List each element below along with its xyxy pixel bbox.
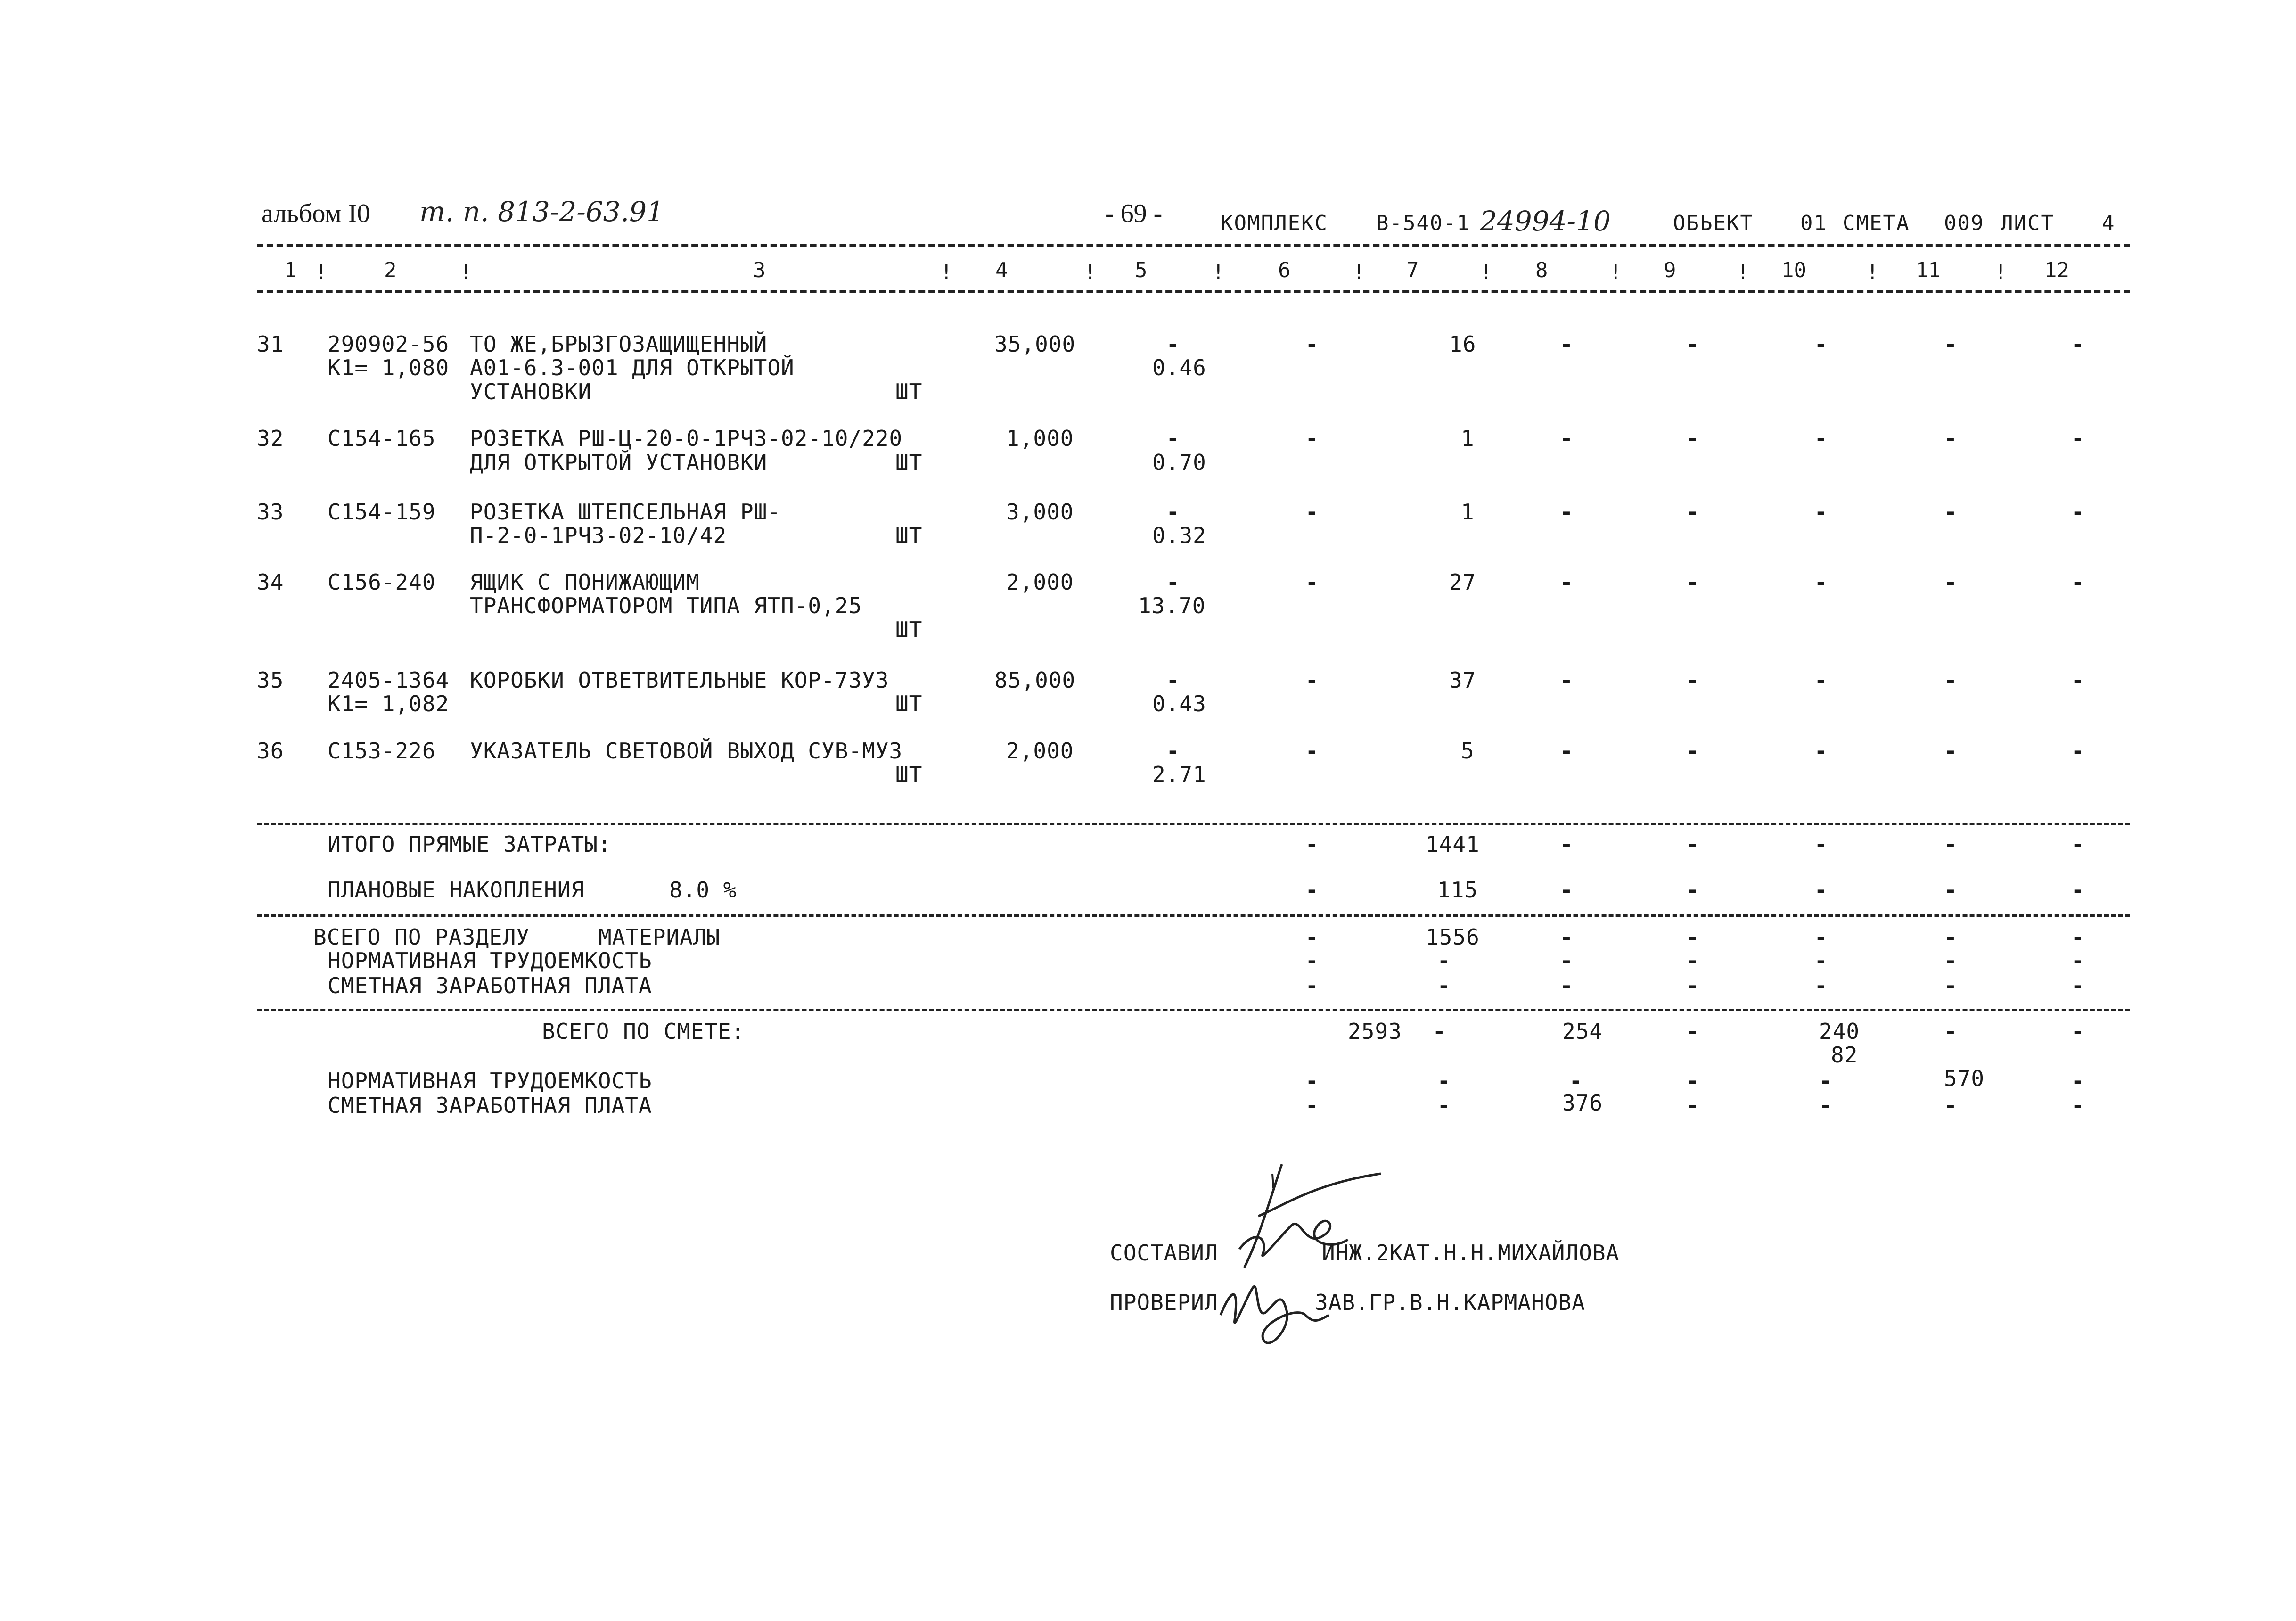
row-c5-top: - xyxy=(1166,331,1180,357)
row-c7: 1 xyxy=(1461,499,1475,525)
complex-label: КОМПЛЕКС xyxy=(1221,211,1328,235)
est-wage-c10: - xyxy=(1819,1093,1832,1118)
estimate-c11: - xyxy=(1944,1019,1957,1044)
row-code: 290902-56 xyxy=(328,331,450,357)
row-c5-top: - xyxy=(1166,426,1180,451)
row-c12: - xyxy=(2071,738,2084,764)
est-labor-c12: - xyxy=(2071,1068,2084,1094)
row-unit: ШТ xyxy=(895,691,923,716)
row-c8: - xyxy=(1560,569,1573,595)
est-labor-c6: - xyxy=(1305,1068,1319,1094)
row-c11: - xyxy=(1944,667,1957,693)
row-c5: 2.71 xyxy=(1152,762,1206,787)
row-c5-top: - xyxy=(1166,667,1180,693)
header-rule-top xyxy=(257,244,2130,247)
row-c6: - xyxy=(1305,331,1319,357)
est-wage-c12: - xyxy=(2071,1093,2084,1118)
estimate-wage-label: СМЕТНАЯ ЗАРАБОТНАЯ ПЛАТА xyxy=(328,1093,652,1118)
row-c6: - xyxy=(1305,738,1319,764)
row-c5: 0.43 xyxy=(1152,691,1206,716)
planned-savings-pct: 8.0 % xyxy=(669,877,737,903)
section-rule xyxy=(257,914,2130,917)
wage-c10: - xyxy=(1814,973,1828,998)
row-desc: КОРОБКИ ОТВЕТВИТЕЛЬНЫЕ КОР-73У3 xyxy=(470,667,889,693)
sheet-label: ЛИСТ xyxy=(2001,211,2054,235)
row-c11: - xyxy=(1944,426,1957,451)
row-desc: РОЗЕТКА ШТЕПСЕЛЬНАЯ РШ- xyxy=(470,499,781,525)
direct-c12: - xyxy=(2071,831,2084,857)
direct-c7: 1441 xyxy=(1426,831,1480,857)
col-separator: ! xyxy=(1480,260,1492,284)
row-c6: - xyxy=(1305,569,1319,595)
section-c11: - xyxy=(1944,924,1957,950)
row-c9: - xyxy=(1686,667,1699,693)
direct-c10: - xyxy=(1814,831,1828,857)
object-number: 01 xyxy=(1800,211,1827,235)
col-separator: ! xyxy=(1737,260,1749,284)
row-code: С154-165 xyxy=(328,426,436,451)
col-separator: ! xyxy=(1866,260,1879,284)
estimate-labor-label: НОРМАТИВНАЯ ТРУДОЕМКОСТЬ xyxy=(328,1068,652,1094)
wage-c6: - xyxy=(1305,973,1319,998)
album-label: альбом I0 xyxy=(262,199,370,228)
section-total-label: ВСЕГО ПО РАЗДЕЛУ xyxy=(313,924,530,950)
row-qty: 2,000 xyxy=(1006,569,1074,595)
labor-c10: - xyxy=(1814,948,1828,973)
labor-c12: - xyxy=(2071,948,2084,973)
col-3: 3 xyxy=(753,258,766,282)
col-9: 9 xyxy=(1664,258,1676,282)
col-6: 6 xyxy=(1278,258,1291,282)
direct-c9: - xyxy=(1686,831,1699,857)
row-c8: - xyxy=(1560,667,1573,693)
row-c10: - xyxy=(1814,331,1828,357)
est-labor-c7: - xyxy=(1437,1068,1451,1094)
direct-c8: - xyxy=(1560,831,1573,857)
row-desc: ТО ЖЕ,БРЫЗГОЗАЩИЩЕННЫЙ xyxy=(470,331,768,357)
checked-label: ПРОВЕРИЛ xyxy=(1110,1290,1218,1315)
est-labor-c8: - xyxy=(1569,1068,1583,1094)
col-separator: ! xyxy=(459,260,472,284)
col-2: 2 xyxy=(384,258,397,282)
est-labor-c10: - xyxy=(1819,1068,1832,1094)
est-wage-c9: - xyxy=(1686,1093,1699,1118)
planned-c8: - xyxy=(1560,877,1573,903)
row-c12: - xyxy=(2071,426,2084,451)
est-labor-c9: - xyxy=(1686,1068,1699,1094)
row-desc: ЯЩИК С ПОНИЖАЮЩИМ xyxy=(470,569,700,595)
row-c9: - xyxy=(1686,499,1699,525)
estimate-rule xyxy=(257,1009,2130,1011)
col-separator: ! xyxy=(1994,260,2007,284)
estimate-c10-extra: 82 xyxy=(1831,1042,1858,1068)
sheet-number: 4 xyxy=(2102,211,2116,235)
section-c12: - xyxy=(2071,924,2084,950)
row-code: С154-159 xyxy=(328,499,436,525)
section-name: МАТЕРИАЛЫ xyxy=(599,924,721,950)
direct-costs-label: ИТОГО ПРЯМЫЕ ЗАТРАТЫ: xyxy=(328,831,612,857)
estimate-c6: 2593 xyxy=(1348,1019,1402,1044)
row-c5: 0.70 xyxy=(1152,450,1206,475)
col-separator: ! xyxy=(1353,260,1365,284)
row-code: С153-226 xyxy=(328,738,436,764)
row-c6: - xyxy=(1305,667,1319,693)
estimate-c10: 240 xyxy=(1819,1019,1860,1044)
row-c11: - xyxy=(1944,738,1957,764)
row-c10: - xyxy=(1814,667,1828,693)
col-separator: ! xyxy=(940,260,953,284)
wage-c12: - xyxy=(2071,973,2084,998)
row-number: 32 xyxy=(257,426,284,451)
row-c7: 1 xyxy=(1461,426,1475,451)
labor-c8: - xyxy=(1560,948,1573,973)
row-c5: 0.46 xyxy=(1152,355,1206,380)
row-unit: ШТ xyxy=(895,617,923,642)
col-10: 10 xyxy=(1781,258,1806,282)
estimate-number: 009 xyxy=(1944,211,1984,235)
row-number: 36 xyxy=(257,738,284,764)
row-c11: - xyxy=(1944,331,1957,357)
row-c7: 27 xyxy=(1449,569,1476,595)
row-unit: ШТ xyxy=(895,762,923,787)
row-desc: УКАЗАТЕЛЬ СВЕТОВОЙ ВЫХОД СУВ-МУЗ xyxy=(470,738,903,764)
col-separator: ! xyxy=(1212,260,1225,284)
row-desc: РОЗЕТКА РШ-Ц-20-0-1РЧЗ-02-10/220 xyxy=(470,426,903,451)
planned-c11: - xyxy=(1944,877,1957,903)
row-c10: - xyxy=(1814,738,1828,764)
row-code: 2405-1364 xyxy=(328,667,450,693)
direct-c11: - xyxy=(1944,831,1957,857)
planned-c7: 115 xyxy=(1437,877,1478,903)
labor-c11: - xyxy=(1944,948,1957,973)
planned-c12: - xyxy=(2071,877,2084,903)
row-c5: 13.70 xyxy=(1138,593,1206,618)
row-unit: ШТ xyxy=(895,450,923,475)
row-qty: 1,000 xyxy=(1006,426,1074,451)
col-5: 5 xyxy=(1135,258,1148,282)
section-c9: - xyxy=(1686,924,1699,950)
row-number: 31 xyxy=(257,331,284,357)
row-unit: ШТ xyxy=(895,523,923,548)
labor-c7: - xyxy=(1437,948,1451,973)
row-c6: - xyxy=(1305,499,1319,525)
estimate-total-label: ВСЕГО ПО СМЕТЕ: xyxy=(542,1019,745,1044)
col-4: 4 xyxy=(995,258,1008,282)
row-c8: - xyxy=(1560,426,1573,451)
planned-savings-label: ПЛАНОВЫЕ НАКОПЛЕНИЯ xyxy=(328,877,585,903)
complex-code: В-540-1 xyxy=(1376,211,1470,235)
row-desc: УСТАНОВКИ xyxy=(470,379,592,404)
row-number: 35 xyxy=(257,667,284,693)
labor-c9: - xyxy=(1686,948,1699,973)
estimate-c7: - xyxy=(1433,1019,1446,1044)
row-c5-top: - xyxy=(1166,499,1180,525)
row-number: 34 xyxy=(257,569,284,595)
section-c6: - xyxy=(1305,924,1319,950)
row-code: С156-240 xyxy=(328,569,436,595)
estimate-c9: - xyxy=(1686,1019,1699,1044)
row-c11: - xyxy=(1944,499,1957,525)
labor-label: НОРМАТИВНАЯ ТРУДОЕМКОСТЬ xyxy=(328,948,652,973)
row-c5: 0.32 xyxy=(1152,523,1206,548)
checked-by: ЗАВ.ГР.В.Н.КАРМАНОВА xyxy=(1315,1290,1585,1315)
header-rule-bottom xyxy=(257,290,2130,293)
planned-c9: - xyxy=(1686,877,1699,903)
col-7: 7 xyxy=(1406,258,1419,282)
section-c7: 1556 xyxy=(1426,924,1480,950)
row-desc: П-2-0-1РЧЗ-02-10/42 xyxy=(470,523,727,548)
row-c8: - xyxy=(1560,331,1573,357)
col-1: 1 xyxy=(284,258,297,282)
row-c7: 16 xyxy=(1449,331,1476,357)
row-c11: - xyxy=(1944,569,1957,595)
row-desc: А01-6.3-001 ДЛЯ ОТКРЫТОЙ xyxy=(470,355,795,380)
col-separator: ! xyxy=(1084,260,1097,284)
row-c9: - xyxy=(1686,331,1699,357)
row-unit: ШТ xyxy=(895,379,923,404)
totals-rule xyxy=(257,823,2130,825)
planned-c10: - xyxy=(1814,877,1828,903)
row-c7: 5 xyxy=(1461,738,1475,764)
row-c5-top: - xyxy=(1166,738,1180,764)
row-c10: - xyxy=(1814,426,1828,451)
row-desc: ДЛЯ ОТКРЫТОЙ УСТАНОВКИ xyxy=(470,450,768,475)
estimate-label: СМЕТА xyxy=(1843,211,1910,235)
est-wage-c8: 376 xyxy=(1562,1090,1603,1116)
col-separator: ! xyxy=(1609,260,1622,284)
row-c9: - xyxy=(1686,738,1699,764)
estimate-c8: 254 xyxy=(1562,1019,1603,1044)
col-12: 12 xyxy=(2044,258,2069,282)
row-desc: ТРАНСФОРМАТОРОМ ТИПА ЯТП-0,25 xyxy=(470,593,862,618)
est-wage-c7: - xyxy=(1437,1093,1451,1118)
row-number: 33 xyxy=(257,499,284,525)
complex-code-handwritten: 24994-10 xyxy=(1480,205,1611,237)
wage-c7: - xyxy=(1437,973,1451,998)
row-coef: К1= 1,080 xyxy=(328,355,450,380)
direct-c6: - xyxy=(1305,831,1319,857)
est-wage-c6: - xyxy=(1305,1093,1319,1118)
est-labor-c11: 570 xyxy=(1944,1066,1985,1091)
wage-c8: - xyxy=(1560,973,1573,998)
row-c10: - xyxy=(1814,569,1828,595)
row-c9: - xyxy=(1686,569,1699,595)
page-number: - 69 - xyxy=(1105,199,1163,228)
section-c10: - xyxy=(1814,924,1828,950)
wage-label: СМЕТНАЯ ЗАРАБОТНАЯ ПЛАТА xyxy=(328,973,652,998)
row-qty: 35,000 xyxy=(994,331,1076,357)
section-c8: - xyxy=(1560,924,1573,950)
row-c8: - xyxy=(1560,738,1573,764)
composed-label: СОСТАВИЛ xyxy=(1110,1240,1218,1266)
composed-by: ИНЖ.2КАТ.Н.Н.МИХАЙЛОВА xyxy=(1322,1240,1620,1266)
wage-c11: - xyxy=(1944,973,1957,998)
row-qty: 85,000 xyxy=(994,667,1076,693)
planned-c6: - xyxy=(1305,877,1319,903)
row-c12: - xyxy=(2071,499,2084,525)
col-8: 8 xyxy=(1535,258,1548,282)
row-c9: - xyxy=(1686,426,1699,451)
row-c12: - xyxy=(2071,667,2084,693)
labor-c6: - xyxy=(1305,948,1319,973)
row-c6: - xyxy=(1305,426,1319,451)
est-wage-c11: - xyxy=(1944,1093,1957,1118)
row-coef: К1= 1,082 xyxy=(328,691,450,716)
wage-c9: - xyxy=(1686,973,1699,998)
object-label: ОБЬЕКТ xyxy=(1673,211,1754,235)
row-c8: - xyxy=(1560,499,1573,525)
row-qty: 2,000 xyxy=(1006,738,1074,764)
col-separator: ! xyxy=(315,260,328,284)
row-c7: 37 xyxy=(1449,667,1476,693)
col-11: 11 xyxy=(1916,258,1941,282)
row-c10: - xyxy=(1814,499,1828,525)
row-qty: 3,000 xyxy=(1006,499,1074,525)
row-c5-top: - xyxy=(1166,569,1180,595)
estimate-c12: - xyxy=(2071,1019,2084,1044)
row-c12: - xyxy=(2071,331,2084,357)
row-c12: - xyxy=(2071,569,2084,595)
album-code: т. п. 813-2-63.91 xyxy=(419,196,664,228)
